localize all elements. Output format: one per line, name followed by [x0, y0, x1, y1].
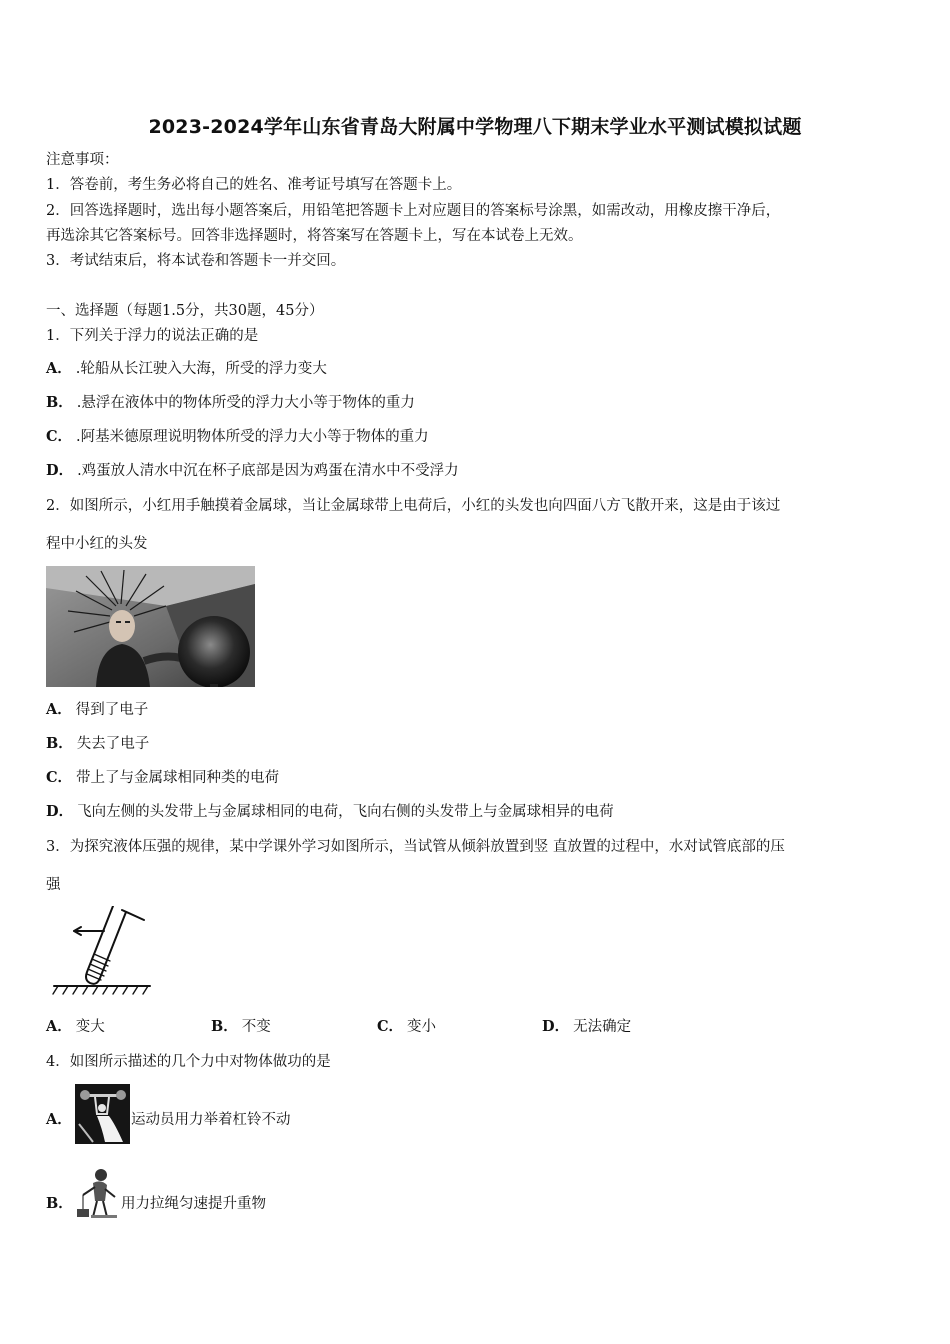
q1-option-a[interactable] [46, 359, 327, 379]
option-letter: D． [542, 1018, 570, 1035]
q4-b-pulling-rope-image [75, 1165, 120, 1219]
option-letter: C． [46, 769, 73, 786]
q2-photo-girl-touching-metal-ball [46, 566, 255, 687]
option-text: 带上了与金属球相同种类的电荷 [76, 770, 280, 786]
option-text: 不变 [241, 1019, 271, 1035]
q3-stem-line2: 强 [46, 877, 61, 893]
q3-test-tube-diagram [50, 906, 154, 998]
option-text: 变大 [75, 1019, 105, 1035]
q1-option-d[interactable] [46, 461, 459, 481]
option-text: .悬浮在液体中的物体所受的浮力大小等于物体的重力 [76, 395, 415, 411]
q2-stem-line1: 2．如图所示，小红用手触摸着金属球，当让金属球带上电荷后，小红的头发也向四面八方飞散开来，这是由于该过 [46, 498, 781, 514]
option-letter: A． [46, 360, 72, 377]
option-text: 飞向左侧的头发带上与金属球相同的电荷，飞向右侧的头发带上与金属球相异的电荷 [77, 804, 614, 820]
option-letter: A． [46, 701, 72, 718]
q2-option-d[interactable] [46, 802, 614, 822]
notice-item-3: 3．考试结束后，将本试卷和答题卡一并交回。 [46, 253, 346, 269]
notice-item-2-cont: 再选涂其它答案标号。回答非选择题时，将答案写在答题卡上，写在本试卷上无效。 [46, 228, 583, 244]
option-letter: A． [46, 1018, 72, 1035]
option-letter: C． [377, 1018, 404, 1035]
option-text: 变小 [407, 1019, 437, 1035]
option-text: 得到了电子 [75, 702, 149, 718]
option-letter: B． [46, 735, 73, 752]
q2-option-a[interactable] [46, 700, 148, 720]
q3-option-a[interactable] [46, 1017, 105, 1037]
q3-stem-line1: 3．为探究液体压强的规律，某中学课外学习如图所示，当试管从倾斜放置到竖 直放置的过程中，水对试管底部的压 [46, 839, 785, 855]
option-letter: A． [46, 1111, 72, 1128]
q1-option-c[interactable] [46, 427, 429, 447]
option-letter: B． [46, 394, 73, 411]
q2-option-b[interactable] [46, 734, 149, 754]
q3-option-d[interactable] [542, 1017, 631, 1037]
q1-stem: 1．下列关于浮力的说法正确的是 [46, 328, 259, 344]
option-text: .阿基米德原理说明物体所受的浮力大小等于物体的重力 [76, 429, 429, 445]
option-letter: B． [211, 1018, 238, 1035]
q2-stem-line2: 程中小红的头发 [46, 536, 148, 552]
q4-option-b-letter[interactable] [46, 1194, 77, 1214]
option-letter: B． [46, 1195, 73, 1212]
q4-option-a-text: 运动员用力举着杠铃不动 [131, 1112, 291, 1128]
q4-option-b-text: 用力拉绳匀速提升重物 [121, 1196, 266, 1212]
option-text: .轮船从长江驶入大海，所受的浮力变大 [75, 361, 327, 377]
section-heading: 一、选择题（每题1.5分，共30题，45分） [46, 303, 324, 319]
q2-option-c[interactable] [46, 768, 279, 788]
option-letter: D． [46, 462, 74, 479]
q3-option-b[interactable] [211, 1017, 271, 1037]
q4-option-a-letter[interactable] [46, 1110, 76, 1130]
option-text: 失去了电子 [76, 736, 150, 752]
notice-heading: 注意事项： [46, 152, 119, 168]
q3-option-c[interactable] [377, 1017, 436, 1037]
option-letter: C． [46, 428, 73, 445]
option-letter: D． [46, 803, 74, 820]
q1-option-b[interactable] [46, 393, 415, 413]
notice-item-2: 2．回答选择题时，选出每小题答案后，用铅笔把答题卡上对应题目的答案标号涂黑，如需改动，用橡皮擦干净后， [46, 203, 781, 219]
option-text: .鸡蛋放人清水中沉在杯子底部是因为鸡蛋在清水中不受浮力 [77, 463, 459, 479]
option-text: 无法确定 [573, 1019, 632, 1035]
notice-item-1: 1．答卷前，考生务必将自己的姓名、准考证号填写在答题卡上。 [46, 177, 462, 193]
q4-stem: 4．如图所示描述的几个力中对物体做功的是 [46, 1054, 331, 1070]
page-title: 2023-2024学年山东省青岛大附属中学物理八下期末学业水平测试模拟试题 [148, 116, 802, 138]
q4-a-weightlifter-image [75, 1084, 130, 1144]
